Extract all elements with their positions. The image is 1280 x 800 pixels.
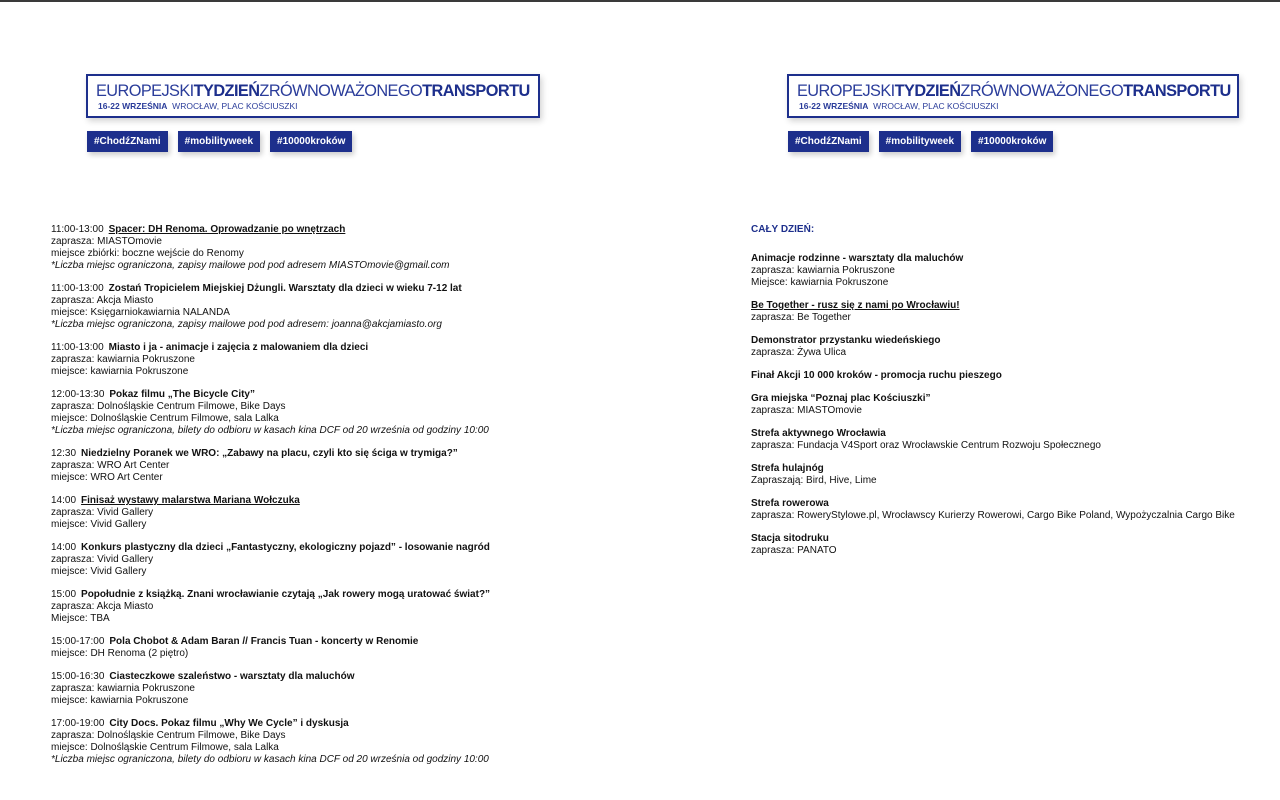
event-detail: zaprasza: kawiarnia Pokruszone	[51, 354, 195, 365]
event-detail: zaprasza: Akcja Miasto	[51, 601, 154, 612]
hashtag-list-right	[788, 131, 1053, 152]
event-detail: zaprasza: kawiarnia Pokruszone	[51, 683, 195, 694]
event-time: 11:00-13:00	[51, 224, 104, 235]
event-detail: zaprasza: Dolnośląskie Centrum Filmowe, Bike Days	[51, 401, 286, 412]
all-day-schedule	[751, 224, 1271, 568]
event-banner-right	[787, 74, 1239, 118]
banner-subtitle: 16-22 WRZEŚNIA WROCŁAW, PLAC KOŚCIUSZKI	[98, 101, 298, 111]
event-heading	[51, 636, 631, 648]
schedule-event	[51, 671, 631, 707]
event-title: Pola Chobot & Adam Baran // Francis Tuan - koncerty w Renomie	[109, 636, 419, 647]
event-detail: zaprasza: MIASTOmovie	[51, 236, 162, 247]
schedule-event	[51, 224, 631, 272]
schedule-event	[51, 589, 631, 625]
event-title: Konkurs plastyczny dla dzieci „Fantastyczny, ekologiczny pojazd” - losowanie nagród	[81, 542, 490, 553]
hashtag-chodz: #ChodźZNami	[788, 131, 869, 152]
event-heading	[51, 671, 631, 683]
event-detail: miejsce: WRO Art Center	[51, 472, 163, 483]
event-heading	[51, 448, 631, 460]
event-detail: miejsce: Księgarniokawiarnia NALANDA	[51, 307, 230, 318]
event-detail: zaprasza: Akcja Miasto	[51, 295, 154, 306]
event-detail: miejsce zbiórki: boczne wejście do Renomy	[51, 248, 244, 259]
event-banner	[86, 74, 540, 118]
schedule-event	[51, 495, 631, 531]
all-day-event	[751, 428, 1271, 452]
event-detail: zaprasza: MIASTOmovie	[751, 405, 862, 416]
hashtag-list	[87, 131, 352, 152]
event-time: 14:00	[51, 495, 77, 506]
banner-title: EUROPEJSKITYDZIEŃZRÓWNOWAŻONEGOTRANSPORTU	[96, 81, 530, 100]
schedule-event	[51, 448, 631, 484]
all-day-event	[751, 370, 1271, 382]
event-title: Zostań Tropicielem Miejskiej Dżungli. Warsztaty dla dzieci w wieku 7-12 lat	[108, 283, 462, 294]
event-title: City Docs. Pokaz filmu „Why We Cycle” i dyskusja	[109, 718, 349, 729]
all-day-event	[751, 463, 1271, 487]
all-day-event	[751, 498, 1271, 522]
event-detail: Miejsce: kawiarnia Pokruszone	[751, 277, 889, 288]
event-detail: zaprasza: RoweryStylowe.pl, Wrocławscy Kurierzy Rowerowi, Cargo Bike Poland, Wypożyczalnia Cargo Bike	[751, 510, 1235, 521]
event-heading	[51, 342, 631, 354]
event-detail: miejsce: Vivid Gallery	[51, 566, 147, 577]
event-title: Finał Akcji 10 000 kroków - promocja ruchu pieszego	[751, 370, 1002, 381]
event-heading	[51, 389, 631, 401]
event-title: Strefa hulajnóg	[751, 463, 824, 474]
all-day-event	[751, 335, 1271, 359]
event-time: 12:30	[51, 448, 77, 459]
event-heading	[51, 283, 631, 295]
schedule-event	[51, 389, 631, 437]
all-day-event	[751, 253, 1271, 289]
event-title: Niedzielny Poranek we WRO: „Zabawy na placu, czyli kto się ściga w trymiga?”	[81, 448, 458, 459]
event-title: Finisaż wystawy malarstwa Mariana Wołczuka	[81, 495, 300, 506]
schedule-event	[51, 542, 631, 578]
event-detail: zaprasza: Żywa Ulica	[751, 347, 847, 358]
event-title: Ciasteczkowe szaleństwo - warsztaty dla maluchów	[109, 671, 355, 682]
event-note: *Liczba miejsc ograniczona, bilety do odbioru w kasach kina DCF od 20 września od godziny 10:00	[51, 425, 489, 436]
left-schedule	[51, 224, 631, 777]
event-detail: miejsce: Dolnośląskie Centrum Filmowe, sala Lalka	[51, 742, 279, 753]
event-title: Animacje rodzinne - warsztaty dla maluchów	[751, 253, 964, 264]
event-detail: zaprasza: Vivid Gallery	[51, 507, 154, 518]
event-note: *Liczba miejsc ograniczona, zapisy mailowe pod pod adresem MIASTOmovie@gmail.com	[51, 260, 450, 271]
event-note: *Liczba miejsc ograniczona, zapisy mailowe pod pod adresem: joanna@akcjamiasto.org	[51, 319, 442, 330]
event-time: 14:00	[51, 542, 77, 553]
schedule-event	[51, 283, 631, 331]
event-detail: miejsce: DH Renoma (2 piętro)	[51, 648, 189, 659]
event-title: Spacer: DH Renoma. Oprowadzanie po wnętrzach	[108, 224, 346, 235]
event-detail: zaprasza: WRO Art Center	[51, 460, 170, 471]
top-border	[0, 0, 1280, 2]
event-title: Gra miejska “Poznaj plac Kościuszki”	[751, 393, 931, 404]
event-heading	[51, 589, 631, 601]
event-detail: miejsce: Dolnośląskie Centrum Filmowe, sala Lalka	[51, 413, 279, 424]
event-time: 17:00-19:00	[51, 718, 105, 729]
hashtag-10000-krokow: #10000kroków	[971, 131, 1053, 152]
event-time: 15:00-17:00	[51, 636, 105, 647]
hashtag-mobilityweek: #mobilityweek	[178, 131, 260, 152]
all-day-event	[751, 300, 1271, 324]
event-title: Be Together - rusz się z nami po Wrocławiu!	[751, 300, 960, 311]
event-title: Pokaz filmu „The Bicycle City”	[109, 389, 255, 400]
all-day-list	[751, 253, 1271, 557]
event-title: Miasto i ja - animacje i zajęcia z malowaniem dla dzieci	[108, 342, 369, 353]
event-detail: zaprasza: Vivid Gallery	[51, 554, 154, 565]
hashtag-chodz: #ChodźZNami	[87, 131, 168, 152]
event-detail: miejsce: kawiarnia Pokruszone	[51, 366, 189, 377]
event-detail: zaprasza: Dolnośląskie Centrum Filmowe, Bike Days	[51, 730, 286, 741]
event-detail: zaprasza: kawiarnia Pokruszone	[751, 265, 895, 276]
event-time: 12:00-13:30	[51, 389, 105, 400]
event-detail: miejsce: kawiarnia Pokruszone	[51, 695, 189, 706]
all-day-event	[751, 393, 1271, 417]
event-detail: zaprasza: Be Together	[751, 312, 851, 323]
event-heading	[51, 224, 631, 236]
event-heading	[51, 495, 631, 507]
banner-subtitle-right: 16-22 WRZEŚNIA WROCŁAW, PLAC KOŚCIUSZKI	[799, 101, 999, 111]
event-title: Strefa rowerowa	[751, 498, 829, 509]
event-detail: Zapraszają: Bird, Hive, Lime	[751, 475, 877, 486]
event-detail: zaprasza: PANATO	[751, 545, 837, 556]
event-title: Demonstrator przystanku wiedeńskiego	[751, 335, 941, 346]
section-heading: CAŁY DZIEŃ:	[751, 224, 815, 235]
event-title: Popołudnie z książką. Znani wrocławianie czytają „Jak rowery mogą uratować świat?”	[81, 589, 491, 600]
schedule-event	[51, 342, 631, 378]
event-heading	[51, 718, 631, 730]
event-title: Strefa aktywnego Wrocławia	[751, 428, 886, 439]
banner-title-right: EUROPEJSKITYDZIEŃZRÓWNOWAŻONEGOTRANSPORTU	[797, 81, 1231, 100]
event-time: 11:00-13:00	[51, 342, 104, 353]
all-day-event	[751, 533, 1271, 557]
event-detail: Miejsce: TBA	[51, 613, 110, 624]
hashtag-10000-krokow: #10000kroków	[270, 131, 352, 152]
event-title: Stacja sitodruku	[751, 533, 829, 544]
schedule-event	[51, 636, 631, 660]
event-detail: miejsce: Vivid Gallery	[51, 519, 147, 530]
event-note: *Liczba miejsc ograniczona, bilety do odbioru w kasach kina DCF od 20 września od godziny 10:00	[51, 754, 489, 765]
event-time: 11:00-13:00	[51, 283, 104, 294]
event-heading	[51, 542, 631, 554]
event-time: 15:00	[51, 589, 77, 600]
schedule-event	[51, 718, 631, 766]
event-time: 15:00-16:30	[51, 671, 105, 682]
event-detail: zaprasza: Fundacja V4Sport oraz Wrocławskie Centrum Rozwoju Społecznego	[751, 440, 1101, 451]
hashtag-mobilityweek: #mobilityweek	[879, 131, 961, 152]
